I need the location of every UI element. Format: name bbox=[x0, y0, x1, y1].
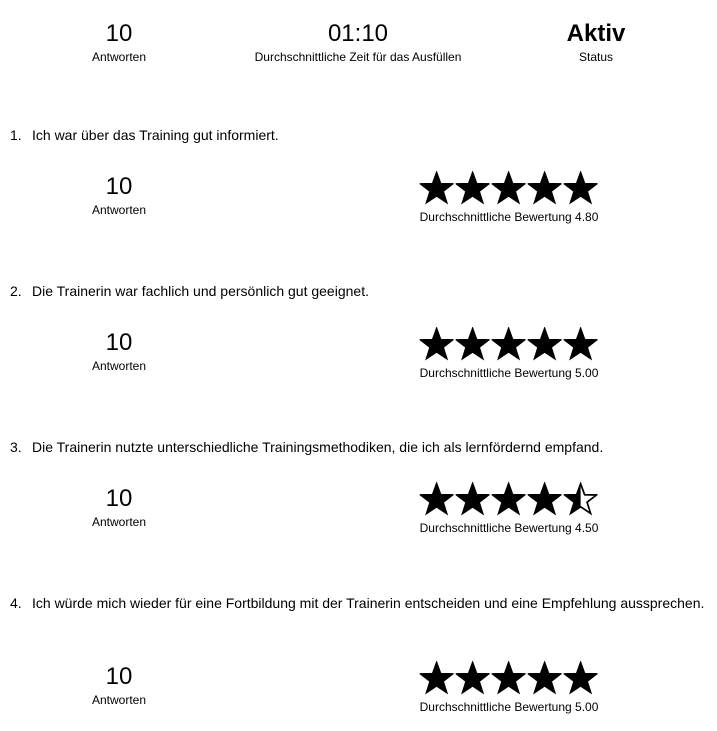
question-3-rating bbox=[420, 482, 599, 535]
star-icon bbox=[564, 482, 598, 516]
question-responses-label: Antworten bbox=[91, 359, 147, 373]
star-icon bbox=[564, 171, 598, 205]
star-icon bbox=[492, 327, 526, 361]
star-icon bbox=[420, 482, 454, 516]
summary-responses bbox=[92, 20, 146, 64]
question-3 bbox=[10, 436, 710, 458]
question-1-rating bbox=[420, 171, 599, 224]
star-icon bbox=[420, 171, 454, 205]
question-2-rating bbox=[420, 327, 599, 380]
question-4 bbox=[10, 592, 710, 614]
question-text: Ich war über das Training gut informiert. bbox=[32, 127, 279, 143]
question-2-responses bbox=[92, 329, 146, 373]
summary-avg-time bbox=[255, 20, 462, 64]
star-rating bbox=[420, 661, 599, 695]
star-icon bbox=[528, 327, 562, 361]
question-text: Die Trainerin nutzte unterschiedliche Trainingsmethodiken, die ich als lernfördernd empfand. bbox=[32, 439, 604, 455]
question-3-responses bbox=[92, 485, 146, 529]
question-number: 2. bbox=[10, 283, 22, 299]
star-rating bbox=[420, 171, 599, 205]
question-number: 1. bbox=[10, 127, 22, 143]
question-text: Ich würde mich wieder für eine Fortbildung mit der Trainerin entscheiden und eine Empfehlung aussprechen. bbox=[32, 595, 705, 611]
question-responses-value: 10 bbox=[105, 173, 133, 200]
question-responses-label: Antworten bbox=[91, 203, 147, 217]
star-rating bbox=[420, 482, 599, 516]
star-icon bbox=[456, 482, 490, 516]
star-icon bbox=[456, 661, 490, 695]
summary-status-label: Status bbox=[578, 50, 614, 64]
question-responses-value: 10 bbox=[105, 663, 133, 690]
question-2 bbox=[10, 280, 710, 302]
star-icon bbox=[528, 482, 562, 516]
summary-responses-value: 10 bbox=[105, 20, 133, 47]
star-rating bbox=[420, 327, 599, 361]
star-icon bbox=[564, 661, 598, 695]
star-icon bbox=[492, 661, 526, 695]
question-number: 4. bbox=[10, 595, 22, 611]
question-1-responses bbox=[92, 173, 146, 217]
summary-status bbox=[567, 20, 626, 64]
star-icon bbox=[456, 171, 490, 205]
rating-label: Durchschnittliche Bewertung 5.00 bbox=[419, 700, 599, 714]
rating-label: Durchschnittliche Bewertung 5.00 bbox=[419, 366, 599, 380]
question-responses-value: 10 bbox=[105, 485, 133, 512]
star-icon bbox=[528, 661, 562, 695]
star-icon bbox=[420, 327, 454, 361]
star-icon bbox=[492, 482, 526, 516]
question-responses-value: 10 bbox=[105, 329, 133, 356]
question-number: 3. bbox=[10, 439, 22, 455]
question-1 bbox=[10, 124, 710, 146]
star-icon bbox=[528, 171, 562, 205]
summary-responses-label: Antworten bbox=[91, 50, 147, 64]
summary-avg-time-value: 01:10 bbox=[327, 20, 389, 47]
question-responses-label: Antworten bbox=[91, 693, 147, 707]
star-icon bbox=[492, 171, 526, 205]
question-4-rating bbox=[420, 661, 599, 714]
rating-label: Durchschnittliche Bewertung 4.80 bbox=[419, 210, 599, 224]
summary-status-value: Aktiv bbox=[566, 20, 626, 47]
star-icon bbox=[456, 327, 490, 361]
question-4-responses bbox=[92, 663, 146, 707]
question-responses-label: Antworten bbox=[91, 515, 147, 529]
star-icon bbox=[564, 327, 598, 361]
summary-avg-time-label: Durchschnittliche Zeit für das Ausfüllen bbox=[254, 50, 462, 64]
rating-label: Durchschnittliche Bewertung 4.50 bbox=[419, 521, 599, 535]
question-text: Die Trainerin war fachlich und persönlich gut geeignet. bbox=[32, 283, 369, 299]
star-icon bbox=[420, 661, 454, 695]
